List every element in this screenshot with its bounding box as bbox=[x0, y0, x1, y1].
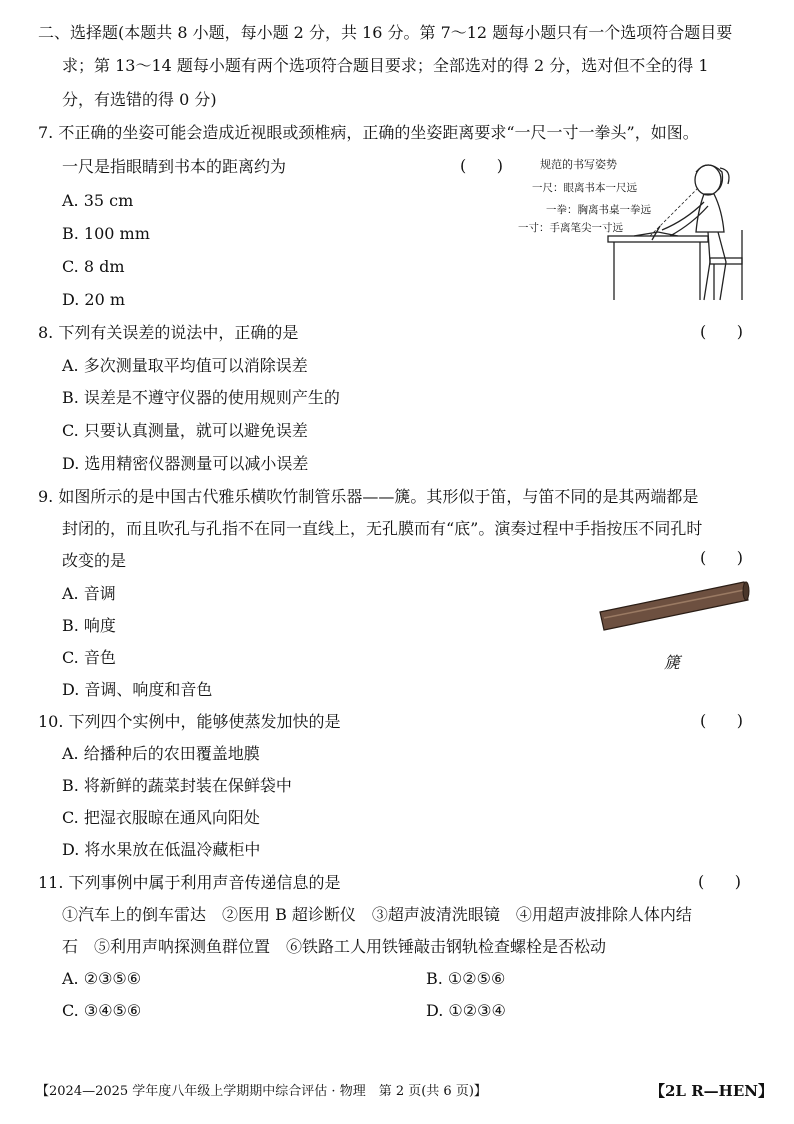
question-8-option-c[interactable]: C. 只要认真测量，就可以避免误差 bbox=[62, 421, 308, 440]
question-10-option-d[interactable]: D. 将水果放在低温冷藏柜中 bbox=[62, 840, 261, 859]
question-11-items-line-1: ①汽车上的倒车雷达 ②医用 B 超诊断仪 ③超声波清洗眼镜 ④用超声波排除人体内结 bbox=[62, 905, 692, 924]
answer-paren-11: ( ) bbox=[698, 872, 741, 891]
question-7-stem-line-2: 一尺是指眼睛到书本的距离约为 bbox=[62, 157, 287, 176]
question-11-option-b[interactable]: B. ①②⑤⑥ bbox=[426, 969, 506, 988]
figure-label-cun: 一寸：手离笔尖一寸远 bbox=[518, 222, 623, 234]
question-10-option-b[interactable]: B. 将新鲜的蔬菜封装在保鲜袋中 bbox=[62, 776, 292, 795]
question-11-items-line-2: 石 ⑤利用声呐探测鱼群位置 ⑥铁路工人用铁锤敲击钢轨检查螺栓是否松动 bbox=[62, 937, 607, 956]
question-10-option-a[interactable]: A. 给播种后的农田覆盖地膜 bbox=[62, 744, 260, 763]
question-8-option-a[interactable]: A. 多次测量取平均值可以消除误差 bbox=[62, 356, 308, 375]
page-footer-code: 【2L R—HEN】 bbox=[650, 1082, 773, 1100]
question-11-stem: 11. 下列事例中属于利用声音传递信息的是 bbox=[38, 873, 341, 892]
answer-paren-7: ( ) bbox=[460, 156, 503, 175]
figure-label-chi: 一尺：眼离书本一尺远 bbox=[532, 182, 637, 194]
question-8-option-b[interactable]: B. 误差是不遵守仪器的使用规则产生的 bbox=[62, 388, 340, 407]
question-8-stem: 8. 下列有关误差的说法中，正确的是 bbox=[38, 323, 299, 342]
section-header-line-3: 分，有选错的得 0 分) bbox=[62, 90, 217, 109]
figure-title: 规范的书写姿势 bbox=[540, 158, 617, 171]
question-10-option-c[interactable]: C. 把湿衣服晾在通风向阳处 bbox=[62, 808, 260, 827]
answer-paren-8: ( ) bbox=[700, 322, 743, 341]
chi-flute-illustration bbox=[596, 578, 750, 634]
question-10-stem: 10. 下列四个实例中，能够使蒸发加快的是 bbox=[38, 712, 341, 731]
question-9-option-b[interactable]: B. 响度 bbox=[62, 616, 116, 635]
section-header-line-2: 求；第 13～14 题每小题有两个选项符合题目要求；全部选对的得 2 分，选对但不全的得 1 bbox=[62, 56, 709, 75]
question-9-option-a[interactable]: A. 音调 bbox=[62, 584, 116, 603]
question-8-option-d[interactable]: D. 选用精密仪器测量可以减小误差 bbox=[62, 454, 309, 473]
question-9-stem-line-3: 改变的是 bbox=[62, 551, 127, 570]
chi-flute-caption: 篪 bbox=[664, 653, 681, 672]
student-writing-illustration bbox=[600, 150, 750, 305]
question-7-option-c[interactable]: C. 8 dm bbox=[62, 257, 125, 276]
question-11-option-c[interactable]: C. ③④⑤⑥ bbox=[62, 1001, 142, 1020]
page-footer-info: 【2024—2025 学年度八年级上学期期中综合评估 · 物理 第 2 页(共 6 页)】 bbox=[36, 1084, 487, 1099]
section-header-line-1: 二、选择题(本题共 8 小题，每小题 2 分，共 16 分。第 7～12 题每小题只有一个选项符合题目要 bbox=[38, 23, 733, 42]
question-7-option-a[interactable]: A. 35 cm bbox=[62, 191, 134, 210]
question-7-stem-line-1: 7. 不正确的坐姿可能会造成近视眼或颈椎病，正确的坐姿距离要求“一尺一寸一拳头”，如图。 bbox=[38, 123, 699, 142]
figure-label-quan: 一拳：胸离书桌一拳远 bbox=[546, 204, 651, 216]
question-11-option-d[interactable]: D. ①②③④ bbox=[426, 1001, 506, 1020]
question-11-option-a[interactable]: A. ②③⑤⑥ bbox=[62, 969, 142, 988]
question-9-option-c[interactable]: C. 音色 bbox=[62, 648, 116, 667]
answer-paren-10: ( ) bbox=[700, 711, 743, 730]
question-9-option-d[interactable]: D. 音调、响度和音色 bbox=[62, 680, 213, 699]
question-7-option-b[interactable]: B. 100 mm bbox=[62, 224, 150, 243]
question-9-stem-line-2: 封闭的，而且吹孔与孔指不在同一直线上，无孔膜而有“底”。演奏过程中手指按压不同孔时 bbox=[62, 519, 703, 538]
question-9-stem-line-1: 9. 如图所示的是中国古代雅乐横吹竹制管乐器——篪。其形似于笛，与笛不同的是其两端都是 bbox=[38, 487, 699, 506]
answer-paren-9: ( ) bbox=[700, 548, 743, 567]
question-7-option-d[interactable]: D. 20 m bbox=[62, 290, 126, 309]
